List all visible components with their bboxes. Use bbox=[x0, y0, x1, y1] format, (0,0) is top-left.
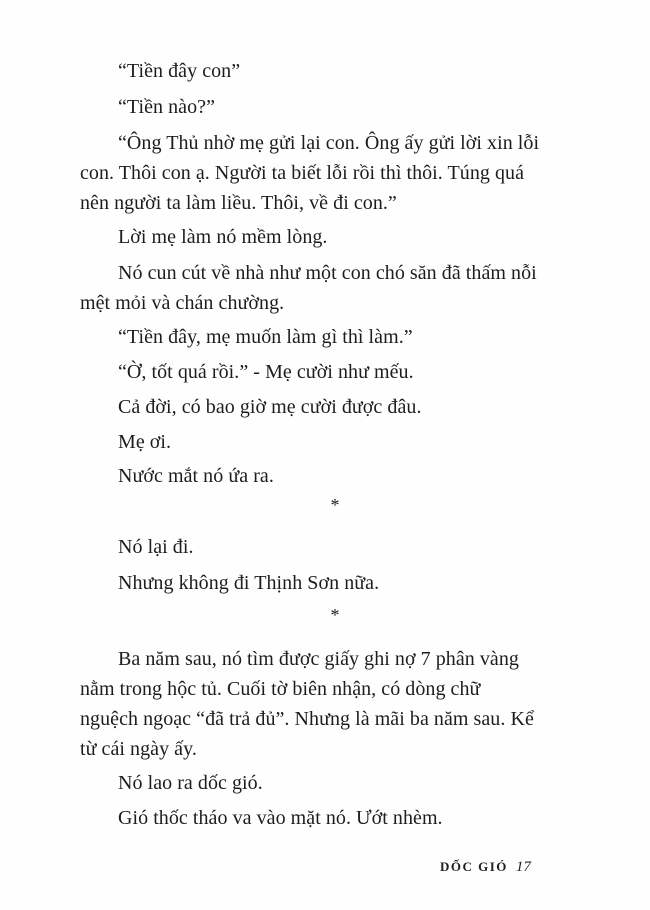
text-line: từ cái ngày ấy. bbox=[80, 738, 197, 760]
text-line: “Ông Thủ nhờ mẹ gửi lại con. Ông ấy gửi lời xin lỗi bbox=[118, 132, 540, 154]
text-line: Nó cun cút về nhà như một con chó săn đã thấm nỗi bbox=[118, 262, 537, 284]
text-line: nên người ta làm liều. Thôi, về đi con.” bbox=[80, 192, 397, 214]
page-footer bbox=[440, 858, 531, 876]
section-separator: * bbox=[330, 495, 340, 515]
text-line: Mẹ ơi. bbox=[118, 431, 172, 453]
running-title: DỐC GIÓ bbox=[440, 859, 508, 874]
text-line: nguệch ngoạc “đã trả đủ”. Nhưng là mãi ba năm sau. Kể bbox=[80, 708, 534, 730]
text-line: “Tiền đây con” bbox=[118, 60, 241, 82]
text-line: “Tiền đây, mẹ muốn làm gì thì làm.” bbox=[118, 326, 413, 348]
text-line: Cả đời, có bao giờ mẹ cười được đâu. bbox=[118, 396, 422, 418]
text-line: “Ờ, tốt quá rồi.” - Mẹ cười như mếu. bbox=[118, 361, 414, 383]
text-line: nằm trong hộc tủ. Cuối tờ biên nhận, có dòng chữ bbox=[80, 678, 481, 700]
text-line: Lời mẹ làm nó mềm lòng. bbox=[118, 226, 328, 248]
text-line: Gió thốc tháo va vào mặt nó. Ướt nhèm. bbox=[118, 807, 443, 829]
text-line: Nó lao ra dốc gió. bbox=[118, 772, 263, 794]
text-line: mệt mỏi và chán chường. bbox=[80, 292, 285, 314]
text-line: Ba năm sau, nó tìm được giấy ghi nợ 7 phân vàng bbox=[118, 648, 519, 670]
page-number: 17 bbox=[515, 859, 531, 875]
text-line: Nhưng không đi Thịnh Sơn nữa. bbox=[118, 572, 380, 594]
section-separator: * bbox=[330, 605, 340, 625]
text-line: “Tiền nào?” bbox=[118, 96, 216, 118]
text-line: Nước mắt nó ứa ra. bbox=[118, 465, 274, 487]
text-line: Nó lại đi. bbox=[118, 536, 194, 558]
text-line: con. Thôi con ạ. Người ta biết lỗi rồi thì thôi. Túng quá bbox=[80, 162, 525, 184]
